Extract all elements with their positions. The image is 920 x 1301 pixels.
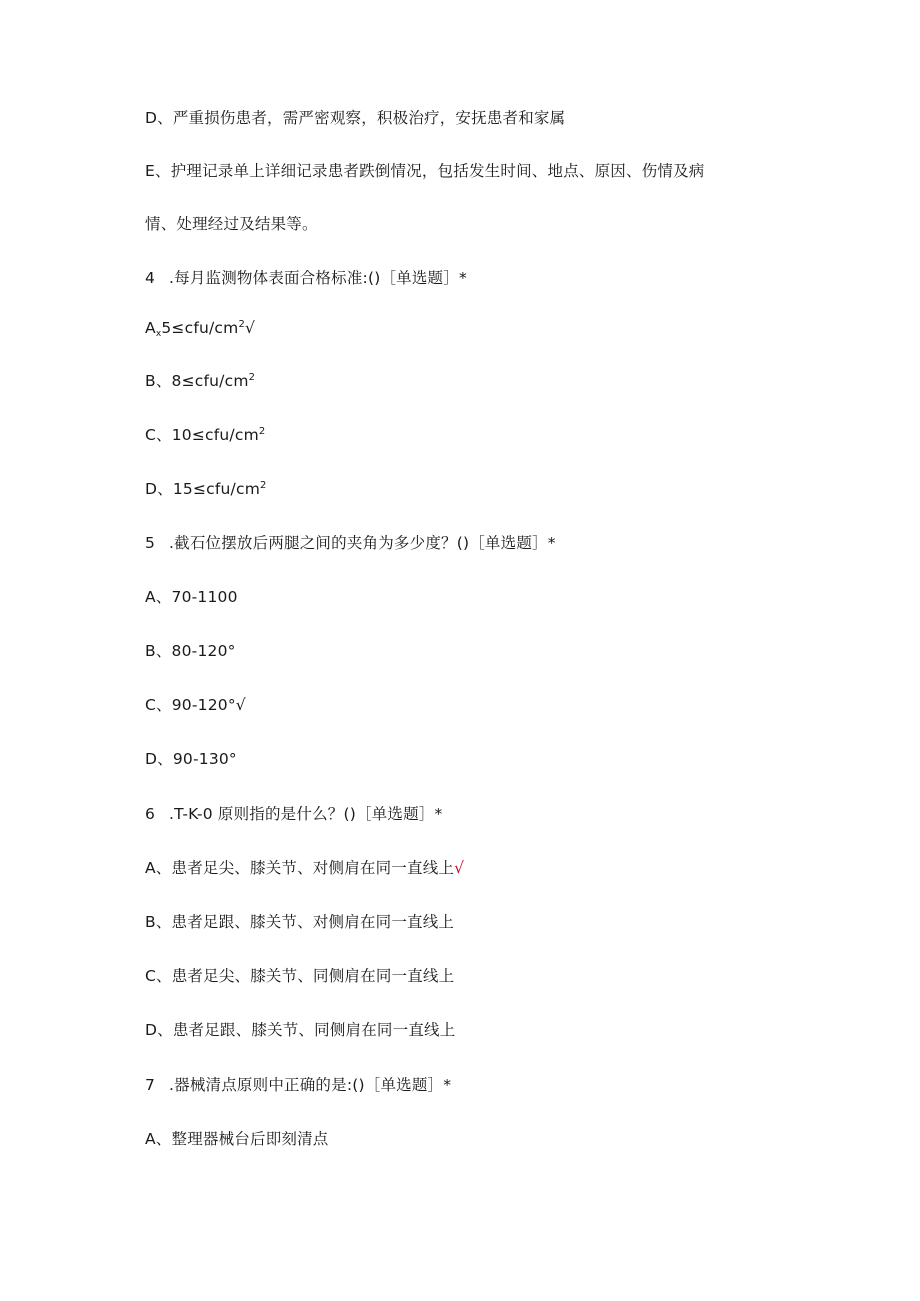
question-number: 5 xyxy=(145,534,156,552)
q6-option-b[interactable]: B、患者足跟、膝关节、对侧肩在同一直线上 xyxy=(145,913,455,931)
question-text: .截石位摆放后两腿之间的夹角为多少度？()［单选题］* xyxy=(169,534,556,552)
q5-option-a[interactable]: A、70-1100 xyxy=(145,588,238,606)
q5-option-b[interactable]: B、80-120° xyxy=(145,642,236,660)
q4-option-d[interactable]: D、$15\le cfu∕cm^2$ xyxy=(145,480,267,498)
question-text: .器械清点原则中正确的是:()［单选题］* xyxy=(169,1076,452,1094)
q6-option-c[interactable]: C、患者足尖、膝关节、同侧肩在同一直线上 xyxy=(145,967,455,985)
correct-check-icon: √ xyxy=(235,696,246,714)
q4-option-b[interactable]: B、$8\le cfu∕cm^2$ xyxy=(145,372,256,390)
question-number: 7 xyxy=(145,1076,156,1094)
q7-option-a[interactable]: A、整理器械台后即刻清点 xyxy=(145,1130,329,1148)
question-number: 4 xyxy=(145,269,156,287)
q6-stem xyxy=(145,804,442,824)
q5-stem xyxy=(145,533,556,553)
question-text: .T-K-0 原则指的是什么？()［单选题］* xyxy=(169,805,443,823)
q6-option-a[interactable]: A、患者足尖、膝关节、对侧肩在同一直线上√ xyxy=(145,859,465,877)
correct-check-icon: √ xyxy=(454,859,465,877)
q3-option-d: D、严重损伤患者，需严密观察，积极治疗，安抚患者和家属 xyxy=(145,109,566,127)
q6-option-d[interactable]: D、患者足跟、膝关节、同侧肩在同一直线上 xyxy=(145,1021,456,1039)
q5-option-c[interactable]: C、90-120°√ xyxy=(145,696,246,714)
question-text: .每月监测物体表面合格标准:()［单选题］* xyxy=(169,269,467,287)
q3-option-e-line1: E、护理记录单上详细记录患者跌倒情况，包括发生时间、地点、原因、伤情及病 xyxy=(145,162,705,180)
q4-option-a[interactable]: $A_x5\le cfu∕cm^2√$ xyxy=(145,319,256,339)
q3-option-e-line2: 情、处理经过及结果等。 xyxy=(145,215,318,233)
q4-stem xyxy=(145,268,467,288)
q7-stem xyxy=(145,1075,451,1095)
correct-check-icon: √ xyxy=(245,319,256,337)
question-number: 6 xyxy=(145,805,156,823)
q5-option-d[interactable]: D、90-130° xyxy=(145,750,237,768)
q4-option-c[interactable]: C、$10\le cfu∕cm^2$ xyxy=(145,426,266,444)
